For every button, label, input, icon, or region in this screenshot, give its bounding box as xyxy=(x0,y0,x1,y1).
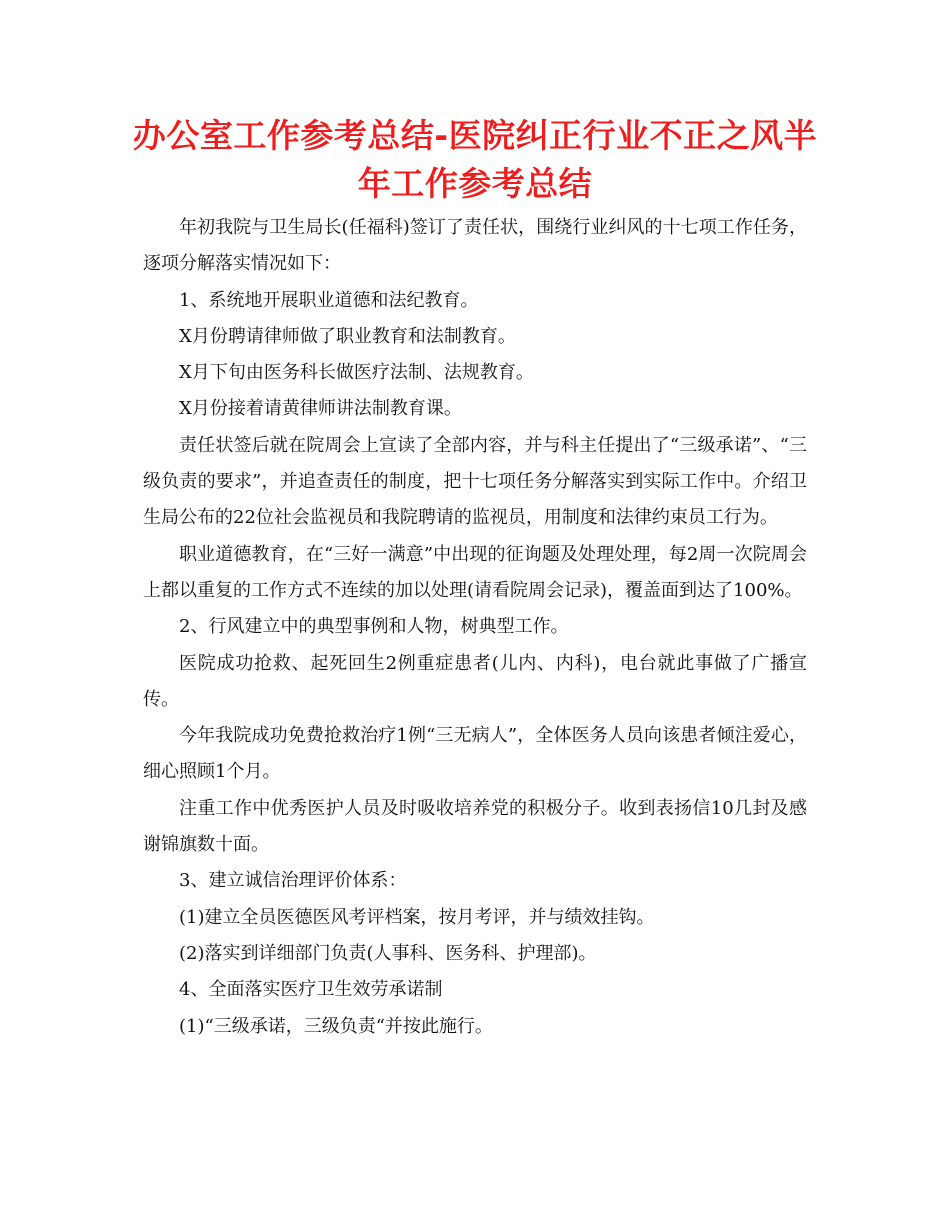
paragraph: X月份聘请律师做了职业教育和法制教育。 xyxy=(179,325,516,347)
paragraph: 责任状签后就在院周会上宣读了全部内容，并与科主任提出了“三级承诺”、“三级负责的要求”，并追查责任的制度，把十七项任务分解落实到实际工作中。介绍卫生局公布的22位社会监视员和我院聘请的监视员，用制度和法律约束员工行为。 xyxy=(143,434,807,529)
paragraph: 职业道德教育，在“三好一满意”中出现的征询题及处理处理，每2周一次院周会上都以重复的工作方式不连续的加以处理(请看院周会记录)，覆盖面到达了100%。 xyxy=(143,543,807,601)
document-body xyxy=(143,210,807,1045)
paragraph: X月下旬由医务科长做医疗法制、法规教育。 xyxy=(179,362,534,384)
list-item: (1)建立全员医德医风考评档案，按月考评，并与绩效挂钩。 xyxy=(179,906,655,928)
section-heading: 3、建立诚信治理评价体系： xyxy=(179,870,407,892)
list-item: (2)落实到详细部门负责(人事科、医务科、护理部)。 xyxy=(179,942,597,964)
list-item: (1)“三级承诺，三级负责“并按此施行。 xyxy=(179,1015,493,1037)
paragraph: 年初我院与卫生局长(任福科)签订了责任状，围绕行业纠风的十七项工作任务，逐项分解落实情况如下： xyxy=(143,217,807,275)
section-heading: 4、全面落实医疗卫生效劳承诺制 xyxy=(179,979,443,1001)
section-heading: 2、行风建立中的典型事例和人物，树典型工作。 xyxy=(179,616,569,638)
paragraph: 注重工作中优秀医护人员及时吸收培养党的积极分子。收到表扬信10几封及感谢锦旗数十面。 xyxy=(143,797,807,856)
section-heading: 1、系统地开展职业道德和法纪教育。 xyxy=(179,289,479,311)
paragraph: 医院成功抢救、起死回生2例重症患者(儿内、内科)，电台就此事做了广播宣传。 xyxy=(143,652,807,710)
document-title: 办公室工作参考总结-医院纠正行业不正之风半年工作参考总结 xyxy=(132,116,818,203)
paragraph: 今年我院成功免费抢救治疗1例“三无病人”，全体医务人员向该患者倾注爱心，细心照顾1个月。 xyxy=(143,725,807,783)
paragraph: X月份接着请黄律师讲法制教育课。 xyxy=(179,398,462,420)
